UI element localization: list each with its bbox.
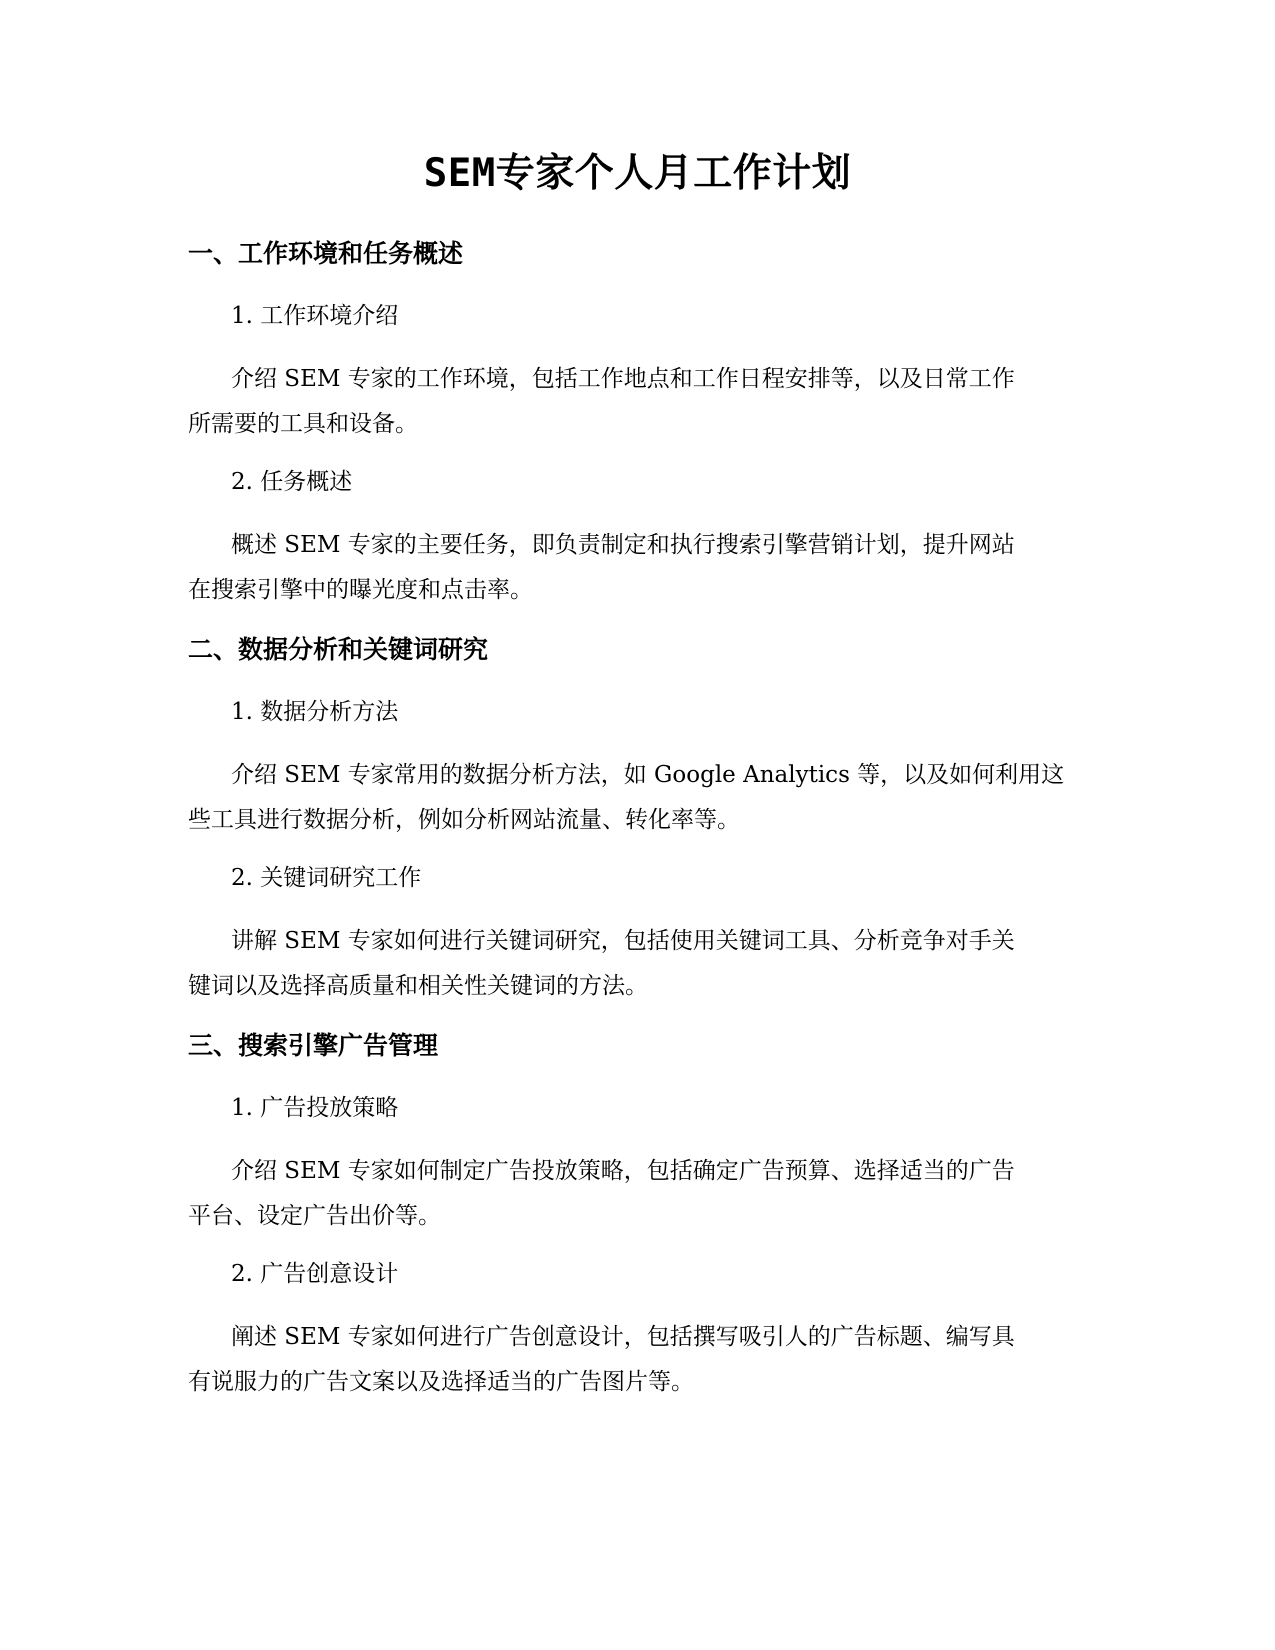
paragraph-line: 所需要的工具和设备。 bbox=[188, 411, 418, 437]
paragraph-line: 阐述 SEM 专家如何进行广告创意设计，包括撰写吸引人的广告标题、编写具 bbox=[231, 1324, 1015, 1350]
paragraph-2-1 bbox=[188, 753, 1078, 843]
paragraph-line: 介绍 SEM 专家如何制定广告投放策略，包括确定广告预算、选择适当的广告 bbox=[231, 1158, 1015, 1184]
subheading-1-1: 1. 工作环境介绍 bbox=[231, 303, 399, 329]
paragraph-line: 概述 SEM 专家的主要任务，即负责制定和执行搜索引擎营销计划，提升网站 bbox=[231, 532, 1015, 558]
subheading-3-1: 1. 广告投放策略 bbox=[231, 1095, 399, 1121]
subheading-2-2: 2. 关键词研究工作 bbox=[231, 865, 422, 891]
paragraph-line: 介绍 SEM 专家的工作环境，包括工作地点和工作日程安排等，以及日常工作 bbox=[231, 366, 1015, 392]
subheading-2-1: 1. 数据分析方法 bbox=[231, 699, 399, 725]
paragraph-line: 平台、设定广告出价等。 bbox=[188, 1203, 441, 1229]
subheading-3-2: 2. 广告创意设计 bbox=[231, 1261, 399, 1287]
paragraph-1-2 bbox=[188, 523, 1078, 613]
paragraph-line: 些工具进行数据分析，例如分析网站流量、转化率等。 bbox=[188, 807, 740, 833]
section-heading-3: 三、搜索引擎广告管理 bbox=[188, 1031, 439, 1060]
subheading-1-2: 2. 任务概述 bbox=[231, 469, 353, 495]
paragraph-3-2 bbox=[188, 1315, 1078, 1405]
paragraph-3-1 bbox=[188, 1149, 1078, 1239]
paragraph-line: 介绍 SEM 专家常用的数据分析方法，如 Google Analytics 等，以及如何利用这 bbox=[231, 762, 1065, 788]
paragraph-line: 讲解 SEM 专家如何进行关键词研究，包括使用关键词工具、分析竞争对手关 bbox=[231, 928, 1015, 954]
paragraph-2-2 bbox=[188, 919, 1078, 1009]
section-heading-1: 一、工作环境和任务概述 bbox=[188, 239, 464, 268]
section-heading-2: 二、数据分析和关键词研究 bbox=[188, 635, 489, 664]
paragraph-line: 在搜索引擎中的曝光度和点击率。 bbox=[188, 577, 533, 603]
paragraph-line: 有说服力的广告文案以及选择适当的广告图片等。 bbox=[188, 1369, 694, 1395]
page-title: SEM专家个人月工作计划 bbox=[423, 151, 852, 196]
paragraph-1-1 bbox=[188, 357, 1078, 447]
paragraph-line: 键词以及选择高质量和相关性关键词的方法。 bbox=[188, 973, 648, 999]
